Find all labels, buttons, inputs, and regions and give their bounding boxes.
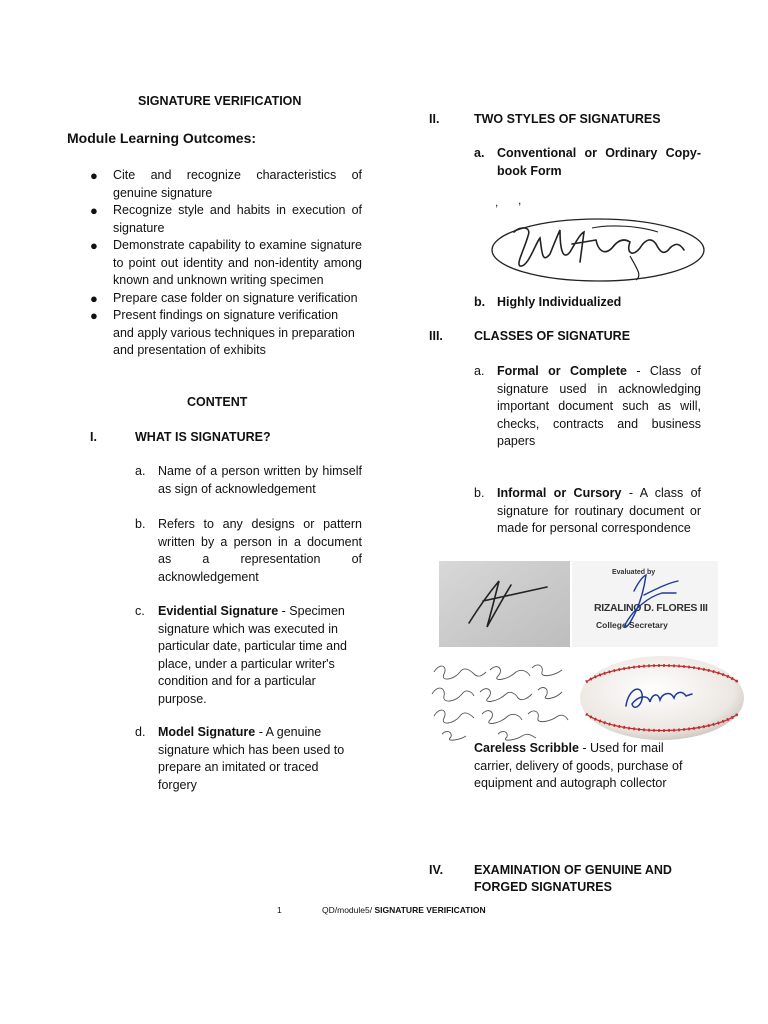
term-label: Informal or Cursory: [497, 486, 622, 500]
item-letter: a.: [474, 146, 485, 160]
item-letter: b.: [474, 486, 485, 500]
section1-numeral: I.: [90, 430, 97, 444]
content-heading: CONTENT: [187, 395, 248, 409]
item-letter: a.: [474, 364, 485, 378]
cursory-signature-photo: [439, 561, 570, 647]
section4-title-line1: EXAMINATION OF GENUINE AND: [474, 863, 672, 877]
section1-title: WHAT IS SIGNATURE?: [135, 430, 271, 444]
outcome-item: ● Recognize style and habits in execution of signature: [90, 203, 362, 235]
section2-title: TWO STYLES OF SIGNATURES: [474, 112, 661, 126]
svg-text:,: ,: [495, 195, 499, 209]
definition-item: Name of a person written by himself as sign of acknowledgement: [158, 464, 362, 496]
term-label: Model Signature: [158, 725, 256, 739]
evaluated-signature-image: [572, 561, 718, 647]
definition-item: Model Signature - A genuine signature which has been used to prepare an imitated or traced forgery: [158, 725, 345, 792]
outcome-item: ● Cite and recognize characteristics of genuine signature: [90, 168, 362, 200]
footer-page-number: 1: [277, 905, 282, 915]
section2-numeral: II.: [429, 112, 440, 126]
bullet-icon: ●: [90, 290, 98, 306]
term-label: Evidential Signature: [158, 604, 279, 618]
term-label: Formal or Complete: [497, 364, 627, 378]
class-item: Formal or Complete - Class of signature used in acknowledging important document such as will, checks, contracts and business papers: [497, 364, 701, 448]
item-letter: c.: [135, 604, 145, 618]
item-letter: b.: [135, 517, 146, 531]
bullet-icon: ●: [90, 238, 98, 253]
definition-item: Evidential Signature - Specimen signature which was executed in particular date, particular time and place, under a particular writer's condition and for a particular purpose.: [158, 604, 347, 706]
section4-title-line2: FORGED SIGNATURES: [474, 880, 612, 894]
careless-scribble-item: Careless Scribble - Used for mail carrier, delivery of goods, purchase of equipment and autograph collector: [474, 741, 683, 790]
outcomes-list: [90, 167, 362, 360]
section3-numeral: III.: [429, 329, 443, 343]
item-letter: b.: [474, 295, 486, 309]
evaluated-by-label: Evaluated by: [612, 569, 656, 576]
definition-item: Refers to any designs or pattern written by a person in a document as a representation of acknowledgement: [158, 517, 362, 584]
conventional-signature-image: [480, 192, 705, 292]
outcome-item: ● Present findings on signature verification and apply various techniques in preparation and presentation of exhibits: [90, 308, 355, 357]
footer-path: QD/module5/ SIGNATURE VERIFICATION: [322, 905, 486, 915]
bullet-icon: ●: [90, 308, 98, 323]
outcome-item: ● Demonstrate capability to examine signature to point out identity and non-identity among known and unknown writing specimen: [90, 238, 362, 287]
term-label: Careless Scribble: [474, 741, 579, 755]
signatory-name: RIZALINO D. FLORES III: [594, 602, 708, 614]
footer-title: SIGNATURE VERIFICATION: [374, 905, 486, 915]
section3-title: CLASSES OF SIGNATURE: [474, 329, 631, 343]
class-item: Informal or Cursory - A class of signature for routinary document or made for personal correspondence: [497, 486, 701, 535]
autographed-baseball-image: [578, 654, 746, 742]
style-item-individualized: Highly Individualized: [497, 295, 622, 309]
svg-text:,: ,: [518, 193, 522, 207]
bullet-icon: ●: [90, 168, 98, 183]
signatory-title: College Secretary: [596, 620, 668, 630]
careless-scribble-image: [428, 656, 576, 742]
section4-numeral: IV.: [429, 863, 444, 877]
document-title: SIGNATURE VERIFICATION: [138, 94, 302, 108]
bullet-icon: ●: [90, 203, 98, 218]
outcome-item: ● Prepare case folder on signature verification: [90, 290, 358, 306]
item-letter: a.: [135, 464, 146, 478]
outcomes-heading: Module Learning Outcomes:: [67, 130, 257, 146]
style-item-conventional: Conventional or Ordinary Copy-book Form: [497, 146, 701, 178]
item-letter: d.: [135, 725, 146, 739]
